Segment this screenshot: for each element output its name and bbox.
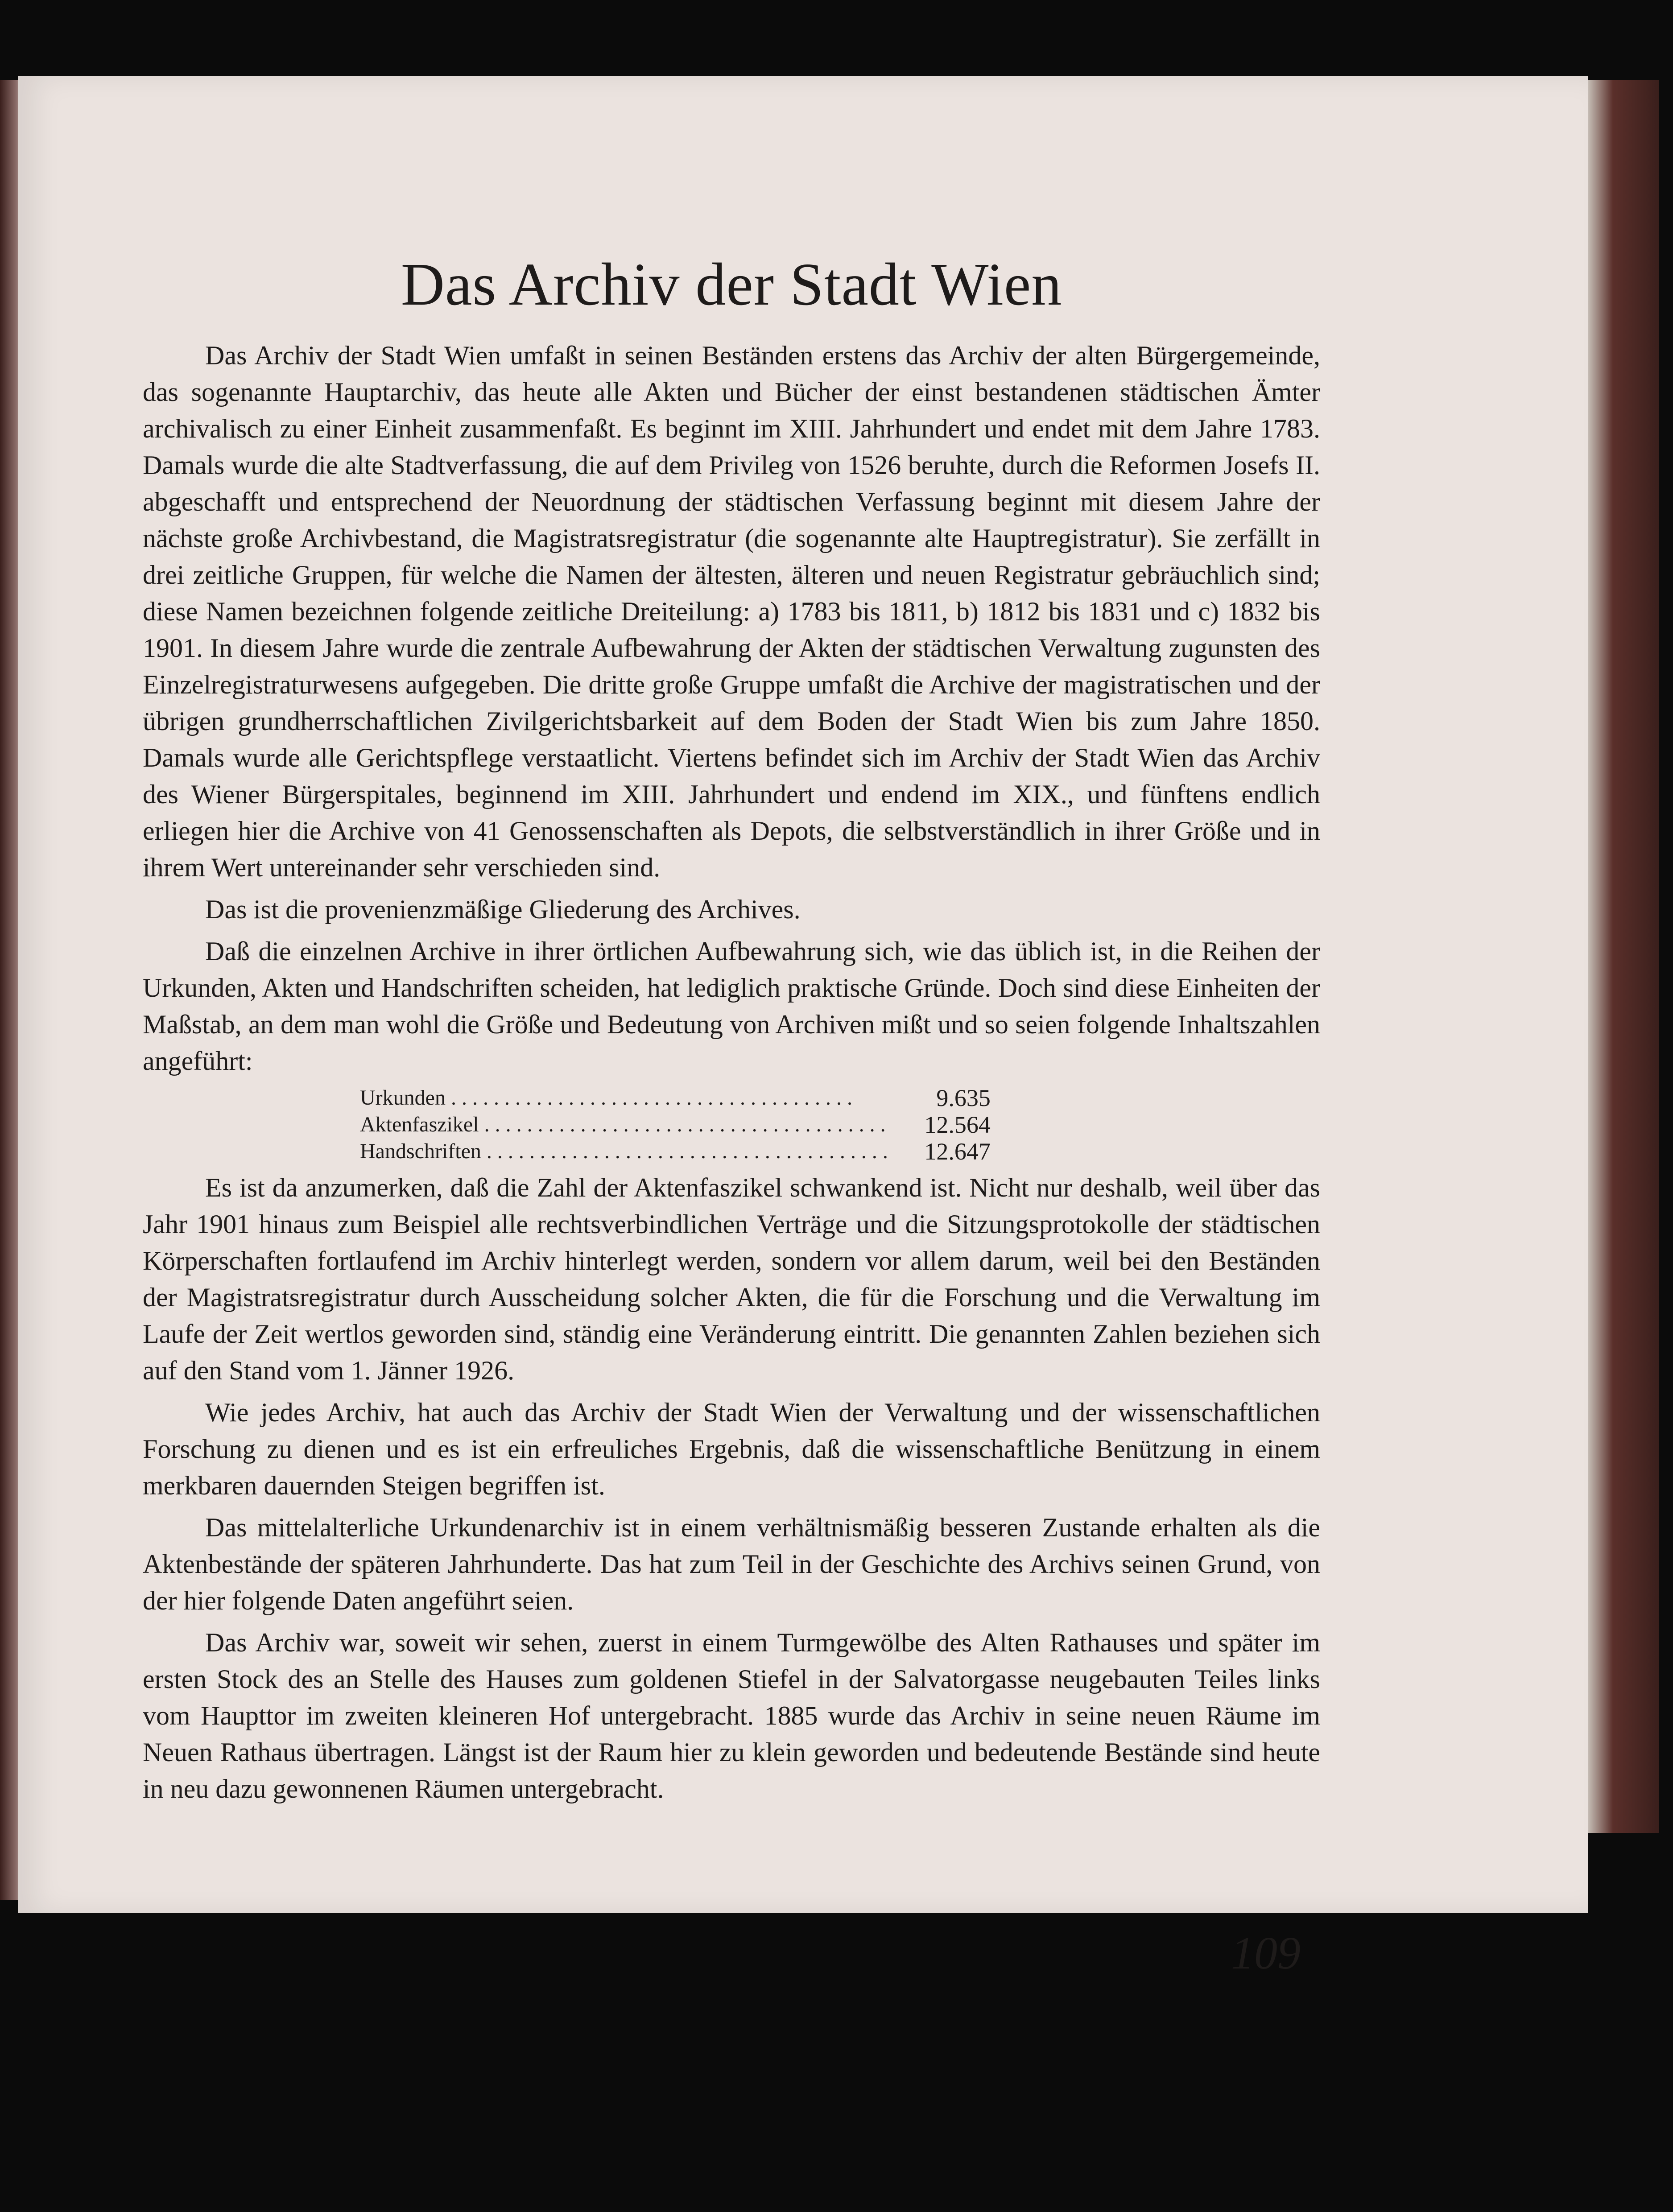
page-title: Das Archiv der Stadt Wien xyxy=(401,251,1062,318)
stat-value: 9.635 xyxy=(936,1085,991,1111)
stat-label: Aktenfaszikel . . . xyxy=(360,1111,888,1138)
paragraph-5: Wie jedes Archiv, hat auch das Archiv der Stadt Wien der Verwaltung und der wissenschaftlichen Forschung zu dienen und es ist ein erfreuliches Ergebnis, daß die wissenschaftliche Benützung in einem merkbaren dauernden Steigen begriffen ist. xyxy=(143,1398,1320,1500)
page-number: 109 xyxy=(1231,1927,1301,1979)
paragraph-2: Das ist die provenienzmäßige Gliederung des Archives. xyxy=(205,895,801,924)
page-content xyxy=(143,250,1320,1812)
table-row xyxy=(360,1138,991,1165)
stat-label: Urkunden . . . xyxy=(360,1085,888,1111)
paragraph-4: Es ist da anzumerken, daß die Zahl der Aktenfaszikel schwankend ist. Nicht nur deshalb, weil über das Jahr 1901 hinaus zum Beispiel alle rechtsverbindlichen Verträge und die Sitzungsprotokolle der städtischen Körperschaften fortlaufend im Archiv hinterlegt werden, sondern vor allem darum, weil bei den Beständen der Magistratsregistratur durch Ausscheidung solcher Akten, die für die Forschung und die Verwaltung im Laufe der Zeit wertlos geworden sind, ständig eine Veränderung eintritt. Die genannten Zahlen beziehen sich auf den Stand vom 1. Jänner 1926. xyxy=(143,1173,1320,1385)
stat-value: 12.564 xyxy=(924,1111,991,1138)
paragraph-3: Daß die einzelnen Archive in ihrer örtlichen Aufbewahrung sich, wie das üblich ist, in die Reihen der Urkunden, Akten und Handschriften scheiden, hat lediglich praktische Gründe. Doch sind diese Einheiten der Maßstab, an dem man wohl die Größe und Bedeutung von Archiven mißt und so seien folgende Inhaltszahlen angeführt: xyxy=(143,937,1320,1076)
paragraph-6: Das mittelalterliche Urkundenarchiv ist in einem verhältnismäßig besseren Zustande erhalten als die Aktenbestände der späteren Jahrhunderte. Das hat zum Teil in der Geschichte des Archivs seinen Grund, von der hier folgende Daten angeführt seien. xyxy=(143,1513,1320,1615)
stat-value: 12.647 xyxy=(924,1138,991,1165)
paragraph-1: Das Archiv der Stadt Wien umfaßt in seinen Beständen erstens das Archiv der alten Bürgergemeinde, das sogenannte Hauptarchiv, das heute alle Akten und Bücher der einst bestandenen städtischen Ämter archivalisch zu einer Einheit zusammenfaßt. Es beginnt im XIII. Jahrhundert und endet mit dem Jahre 1783. Damals wurde die alte Stadtverfassung, die auf dem Privileg von 1526 beruhte, durch die Reformen Josefs II. abgeschafft und entsprechend der Neuordnung der städtischen Verfassung beginnt mit diesem Jahre der nächste große Archivbestand, die Magistratsregistratur (die sogenannte alte Hauptregistratur). Sie zerfällt in drei zeitliche Gruppen, für welche die Namen der ältesten, älteren und neuen Registratur gebräuchlich sind; diese Namen bezeichnen folgende zeitliche Dreiteilung: a) 1783 bis 1811, b) 1812 bis 1831 und c) 1832 bis 1901. In diesem Jahre wurde die zentrale Aufbewahrung der Akten der städtischen Verwaltung zugunsten des Einzelregistraturwesens aufgegeben. Die dritte große Gruppe umfaßt die Archive der magistratischen und der übrigen grundherrschaftlichen Zivilgerichtsbarkeit auf dem Boden der Stadt Wien bis zum Jahre 1850. Damals wurde alle Gerichtspflege verstaatlicht. Viertens befindet sich im Archiv der Stadt Wien das Archiv des Wiener Bürgerspitales, beginnend im XIII. Jahrhundert und endend im XIX., und fünftens endlich erliegen hier die Archive von 41 Genossenschaften als Depots, die selbstverständlich in ihrer Größe und in ihrem Wert untereinander sehr verschieden sind. xyxy=(143,341,1320,882)
stat-label: Handschriften . . . xyxy=(360,1138,888,1165)
paragraph-7: Das Archiv war, soweit wir sehen, zuerst in einem Turmgewölbe des Alten Rathauses und später im ersten Stock des an Stelle des Hauses zum goldenen Stiefel in der Salvatorgasse neugebauten Teiles links vom Haupttor im zweiten kleineren Hof untergebracht. 1885 wurde das Archiv in seine neuen Räume im Neuen Rathaus übertragen. Längst ist der Raum hier zu klein geworden und bedeutende Bestände sind heute in neu dazu gewonnenen Räumen untergebracht. xyxy=(143,1628,1320,1803)
table-row xyxy=(360,1085,991,1111)
table-row xyxy=(360,1111,991,1138)
inventory-table xyxy=(360,1085,991,1165)
